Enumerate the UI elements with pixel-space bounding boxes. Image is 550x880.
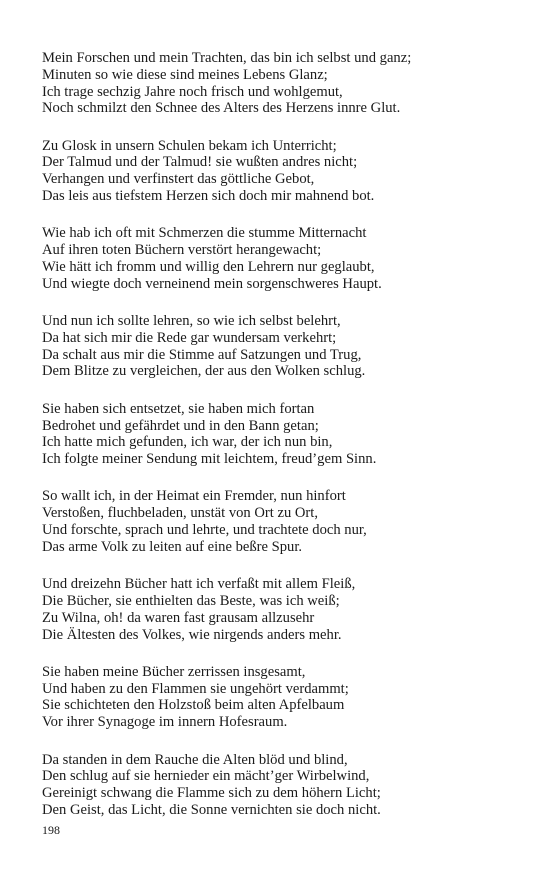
poem-line: Sie schichteten den Holzstoß beim alten Apfelbaum bbox=[42, 697, 345, 714]
poem-line: Da schalt aus mir die Stimme auf Satzungen und Trug, bbox=[42, 346, 362, 363]
poem-line: Verhangen und verfinstert das göttliche Gebot, bbox=[42, 171, 315, 188]
page-number: 198 bbox=[42, 823, 60, 837]
poem-line: So wallt ich, in der Heimat ein Fremder, nun hinfort bbox=[42, 488, 346, 505]
poem-line: Das arme Volk zu leiten auf eine beßre Spur. bbox=[42, 538, 303, 555]
poem-line: Das leis aus tiefstem Herzen sich doch mir mahnend bot. bbox=[42, 188, 375, 205]
stanza bbox=[42, 752, 512, 819]
stanza bbox=[42, 576, 512, 643]
poem-line: Da hat sich mir die Rede gar wundersam verkehrt; bbox=[42, 329, 337, 346]
stanza bbox=[42, 488, 512, 555]
poem-line: Da standen in dem Rauche die Alten blöd und blind, bbox=[42, 751, 348, 768]
poem-line: Wie hab ich oft mit Schmerzen die stumme Mitternacht bbox=[42, 225, 367, 242]
poem-line: Zu Wilna, oh! da waren fast grausam allzusehr bbox=[42, 609, 315, 626]
poem-line: Ich trage sechzig Jahre noch frisch und wohlgemut, bbox=[42, 83, 343, 100]
poem-line: Der Talmud und der Talmud! sie wußten andres nicht; bbox=[42, 154, 358, 171]
poem-line: Die Bücher, sie enthielten das Beste, was ich weiß; bbox=[42, 592, 340, 609]
poem-line: Und wiegte doch verneinend mein sorgenschweres Haupt. bbox=[42, 275, 382, 292]
stanza bbox=[42, 225, 512, 292]
poem-line: Vor ihrer Synagoge im innern Hofesraum. bbox=[42, 714, 288, 731]
poem-line: Gereinigt schwang die Flamme sich zu dem höhern Licht; bbox=[42, 785, 381, 802]
poem-line: Noch schmilzt den Schnee des Alters des Herzens innre Glut. bbox=[42, 100, 401, 117]
poem-line: Die Ältesten des Volkes, wie nirgends anders mehr. bbox=[42, 626, 342, 643]
stanza bbox=[42, 50, 512, 117]
poem-line: Und dreizehn Bücher hatt ich verfaßt mit allem Fleiß, bbox=[42, 576, 356, 593]
poem-line: Den Geist, das Licht, die Sonne vernichten sie doch nicht. bbox=[42, 801, 381, 818]
poem-line: Sie haben sich entsetzet, sie haben mich fortan bbox=[42, 400, 315, 417]
poem-line: Wie hätt ich fromm und willig den Lehrern nur geglaubt, bbox=[42, 258, 375, 275]
poem-line: Den schlug auf sie hernieder ein mächt’ger Wirbelwind, bbox=[42, 768, 370, 785]
poem-line: Mein Forschen und mein Trachten, das bin ich selbst und ganz; bbox=[42, 50, 412, 66]
poem-text bbox=[42, 50, 512, 839]
poem-line: Bedrohet und gefährdet und in den Bann getan; bbox=[42, 417, 319, 434]
poem-line: Und haben zu den Flammen sie ungehört verdammt; bbox=[42, 680, 349, 697]
poem-line: Ich hatte mich gefunden, ich war, der ich nun bin, bbox=[42, 434, 333, 451]
poem-line: Und nun ich sollte lehren, so wie ich selbst belehrt, bbox=[42, 313, 341, 330]
stanza bbox=[42, 138, 512, 205]
poem-line: Dem Blitze zu vergleichen, der aus den Wolken schlug. bbox=[42, 363, 366, 380]
poem-line: Minuten so wie diese sind meines Lebens Glanz; bbox=[42, 66, 328, 83]
poem-line: Auf ihren toten Büchern verstört herangewacht; bbox=[42, 242, 322, 259]
poem-line: Und forschte, sprach und lehrte, und trachtete doch nur, bbox=[42, 522, 367, 539]
stanza bbox=[42, 664, 512, 731]
poem-line: Zu Glosk in unsern Schulen bekam ich Unterricht; bbox=[42, 137, 337, 154]
poem-line: Sie haben meine Bücher zerrissen insgesamt, bbox=[42, 663, 306, 680]
stanza bbox=[42, 313, 512, 380]
poem-line: Verstoßen, fluchbeladen, unstät von Ort zu Ort, bbox=[42, 505, 318, 522]
poem-line: Ich folgte meiner Sendung mit leichtem, freud’gem Sinn. bbox=[42, 451, 377, 468]
stanza bbox=[42, 401, 512, 468]
